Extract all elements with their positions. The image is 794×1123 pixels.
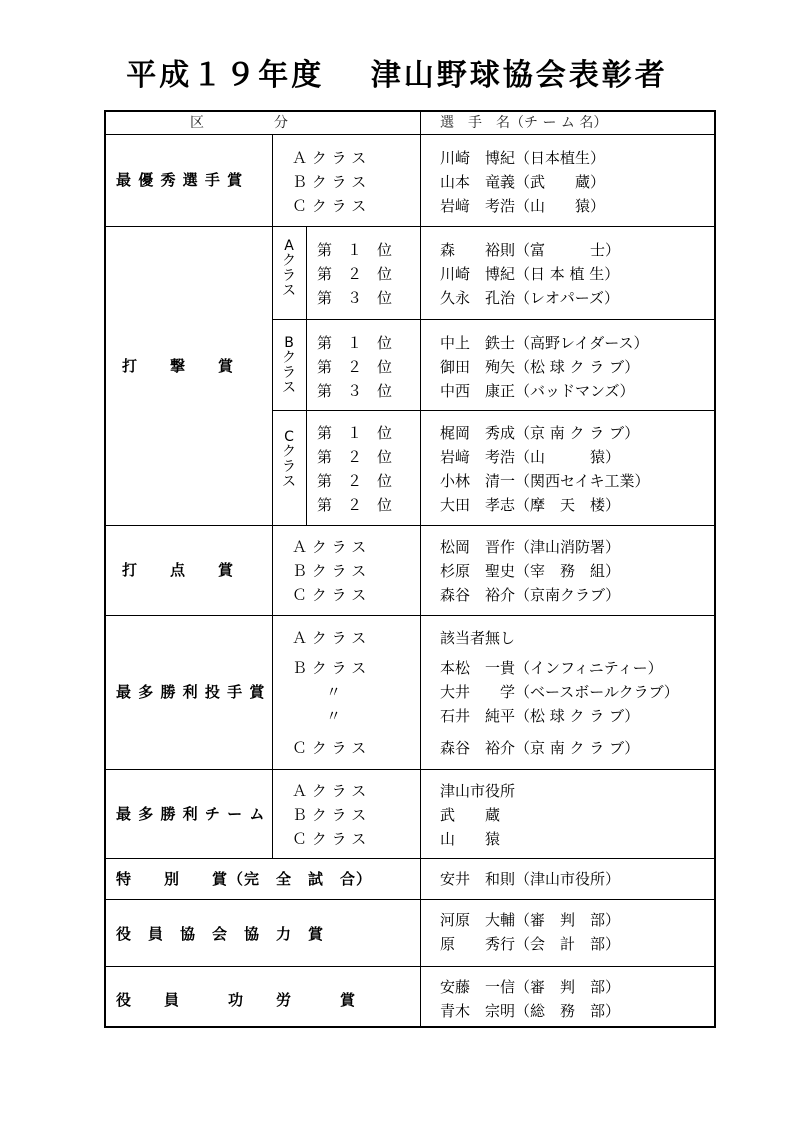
ditto-mark: 〃 (326, 683, 342, 701)
player-name: 石井 純平（松 球 ク ラ ブ） (440, 707, 640, 725)
divider (272, 410, 714, 411)
team-name: 山 猿 (440, 830, 501, 848)
class-label: Ｃ ク ラ ス (292, 197, 367, 215)
officer-name: 安藤 一信（審 判 部） (440, 978, 621, 996)
rbi-label: 打 点 賞 (122, 561, 235, 579)
player-name: 大井 学（ベースボールクラブ） (440, 683, 679, 701)
rank-label: 第 ２ 位 (317, 265, 393, 283)
divider (106, 134, 714, 135)
class-label: Ａ ク ラ ス (292, 629, 367, 647)
rank-label: 第 ２ 位 (317, 358, 393, 376)
ditto-mark: 〃 (326, 707, 342, 725)
officer-name: 青木 宗明（総 務 部） (440, 1002, 621, 1020)
player-name: 岩﨑 考浩（山 猿） (440, 448, 621, 466)
rank-label: 第 ２ 位 (317, 448, 393, 466)
header-category: 区 分 (190, 115, 288, 131)
header-player: 選 手 名（チ ー ム 名） (440, 115, 608, 131)
class-label: Ｃ ク ラ ス (292, 586, 367, 604)
divider (106, 615, 714, 616)
rank-label: 第 １ 位 (317, 424, 393, 442)
divider (272, 134, 273, 858)
player-name: 岩﨑 考浩（山 猿） (440, 197, 606, 215)
player-name: 森谷 裕介（京 南 ク ラ ブ） (440, 739, 640, 757)
batting-class-b: Bクラス (282, 335, 296, 396)
class-label: Ａ ク ラ ス (292, 149, 367, 167)
class-label: Ａ ク ラ ス (292, 782, 367, 800)
divider (106, 769, 714, 770)
rank-label: 第 ３ 位 (317, 382, 393, 400)
player-name: 該当者無し (440, 629, 516, 647)
divider (106, 525, 714, 526)
player-name: 川崎 博紀（日本植生） (440, 149, 606, 167)
player-name: 森谷 裕介（京南クラブ） (440, 586, 621, 604)
mvp-label: 最 優 秀 選 手 賞 (116, 171, 244, 189)
special-label: 特 別 賞（完 全 試 合） (116, 870, 373, 888)
player-name: 安井 和則（津山市役所） (440, 870, 621, 888)
rank-label: 第 ２ 位 (317, 472, 393, 490)
rank-label: 第 ２ 位 (317, 496, 393, 514)
team-name: 津山市役所 (440, 782, 516, 800)
officer-merit-label: 役 員 功 労 賞 (116, 991, 357, 1009)
class-label: Ｂ ク ラ ス (292, 173, 367, 191)
player-name: 御田 殉矢（松 球 ク ラ ブ） (440, 358, 640, 376)
divider (306, 226, 307, 525)
player-name: 小林 清一（関西セイキ工業） (440, 472, 650, 490)
class-label: Ｃ ク ラ ス (292, 830, 367, 848)
officer-name: 原 秀行（会 計 部） (440, 935, 621, 953)
class-label: Ｂ ク ラ ス (292, 562, 367, 580)
player-name: 久永 孔治（レオパーズ） (440, 289, 619, 307)
divider (106, 899, 714, 900)
player-name: 中上 鉄士（高野レイダース） (440, 334, 649, 352)
player-name: 本松 一貴（インフィニティー） (440, 659, 663, 677)
player-name: 中西 康正（バッドマンズ） (440, 382, 635, 400)
player-name: 川崎 博紀（日 本 植 生） (440, 265, 620, 283)
wins-team-label: 最 多 勝 利 チ ー ム (116, 805, 266, 823)
officer-coop-label: 役 員 協 会 協 力 賞 (116, 925, 325, 943)
batting-class-c: Cクラス (282, 429, 296, 490)
class-label: Ｂ ク ラ ス (292, 659, 367, 677)
class-label: Ｂ ク ラ ス (292, 806, 367, 824)
team-name: 武 蔵 (440, 806, 501, 824)
award-table (104, 110, 716, 1028)
divider (106, 858, 714, 859)
rank-label: 第 １ 位 (317, 334, 393, 352)
page-title: 平成１９年度 津山野球協会表彰者 (126, 58, 668, 93)
wins-pitcher-label: 最 多 勝 利 投 手 賞 (116, 683, 266, 701)
divider (106, 226, 714, 227)
batting-label: 打 撃 賞 (122, 357, 235, 375)
player-name: 大田 孝志（摩 天 楼） (440, 496, 621, 514)
player-name: 松岡 晋作（津山消防署） (440, 538, 621, 556)
divider (106, 966, 714, 967)
officer-name: 河原 大輔（審 判 部） (440, 911, 621, 929)
class-label: Ｃ ク ラ ス (292, 739, 367, 757)
divider (420, 112, 421, 1026)
class-label: Ａ ク ラ ス (292, 538, 367, 556)
batting-class-a: Aクラス (282, 238, 296, 299)
player-name: 杉原 聖史（宰 務 組） (440, 562, 621, 580)
rank-label: 第 ３ 位 (317, 289, 393, 307)
divider (272, 319, 714, 320)
player-name: 山本 竜義（武 蔵） (440, 173, 606, 191)
rank-label: 第 １ 位 (317, 241, 393, 259)
player-name: 森 裕則（富 士） (440, 241, 621, 259)
player-name: 梶岡 秀成（京 南 ク ラ ブ） (440, 424, 640, 442)
